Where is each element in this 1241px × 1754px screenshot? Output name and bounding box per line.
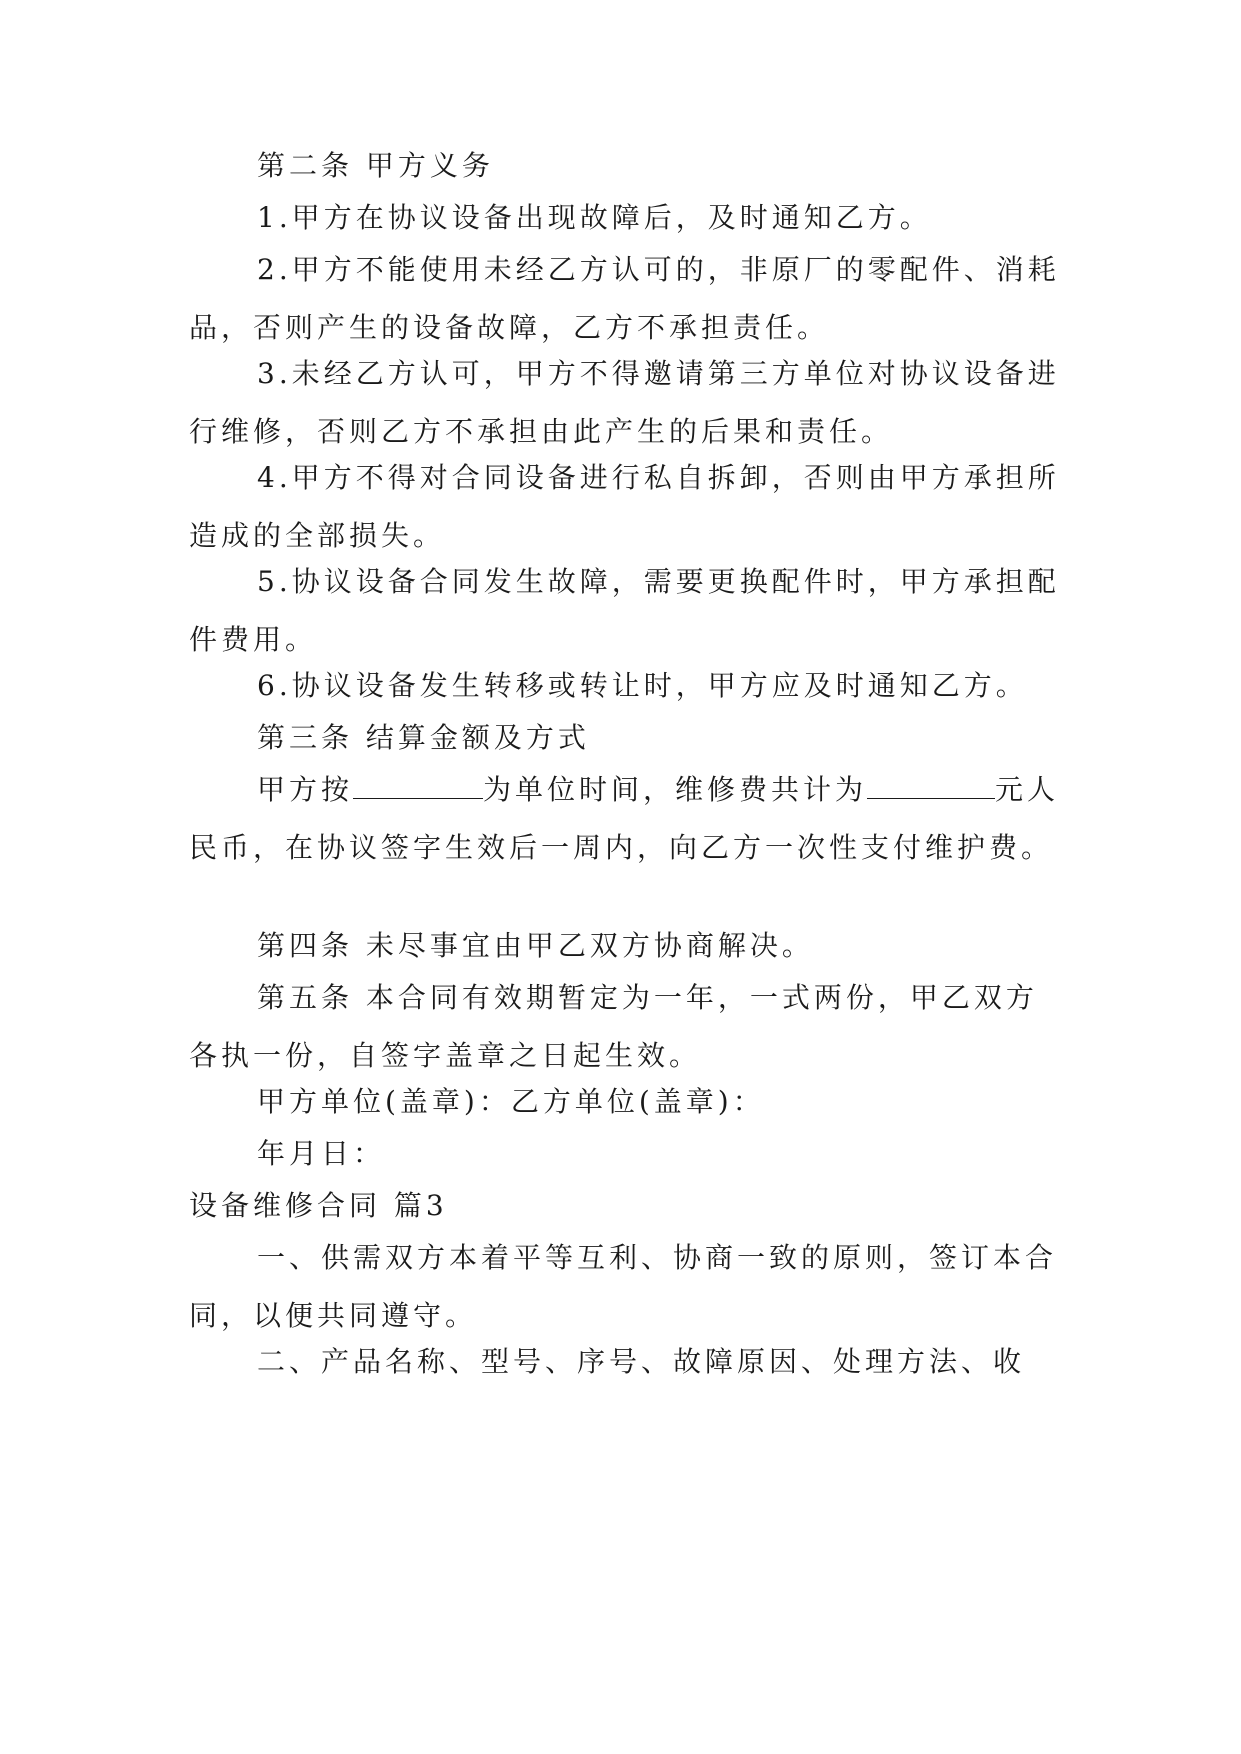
date-line: 年月日：: [257, 1137, 386, 1170]
unit-time-blank: [353, 768, 483, 799]
settlement-text-2: 为单位时间，维修费共计为: [483, 773, 868, 806]
settlement-text-3: 元人民币，在协议签字生效后一周内，向乙方一次性支付维护费。: [189, 773, 1060, 864]
clause-4: 4.甲方不得对合同设备进行私自拆卸，否则由甲方承担所造成的全部损失。: [189, 461, 1060, 552]
article-title-3: 设备维修合同 篇3: [189, 1189, 448, 1222]
clause-1: 1.甲方在协议设备出现故障后，及时通知乙方。: [257, 201, 932, 234]
settlement-paragraph: [189, 761, 1069, 877]
section-heading-settlement: 第三条 结算金额及方式: [257, 721, 590, 754]
section-heading-party-a-obligations: 第二条 甲方义务: [257, 149, 494, 182]
amount-blank: [867, 768, 995, 799]
signature-line: 甲方单位(盖章)：乙方单位(盖章)：: [257, 1085, 765, 1118]
settlement-text-1: 甲方按: [257, 773, 354, 806]
section-4: 第四条 未尽事宜由甲乙双方协商解决。: [257, 929, 814, 962]
section-5: 第五条 本合同有效期暂定为一年，一式两份，甲乙双方各执一份，自签字盖章之日起生效。: [189, 981, 1038, 1072]
clause-3: 3.未经乙方认可，甲方不得邀请第三方单位对协议设备进行维修，否则乙方不承担由此产生的后果和责任。: [189, 357, 1060, 448]
clause-6: 6.协议设备发生转移或转让时，甲方应及时通知乙方。: [257, 669, 1028, 702]
clause-2: 2.甲方不能使用未经乙方认可的，非原厂的零配件、消耗品，否则产生的设备故障，乙方不承担责任。: [189, 253, 1060, 344]
item-two: 二、产品名称、型号、序号、故障原因、处理方法、收: [257, 1345, 1026, 1378]
item-one: 一、供需双方本着平等互利、协商一致的原则，签订本合同，以便共同遵守。: [189, 1241, 1058, 1332]
clause-5: 5.协议设备合同发生故障，需要更换配件时，甲方承担配件费用。: [189, 565, 1060, 656]
